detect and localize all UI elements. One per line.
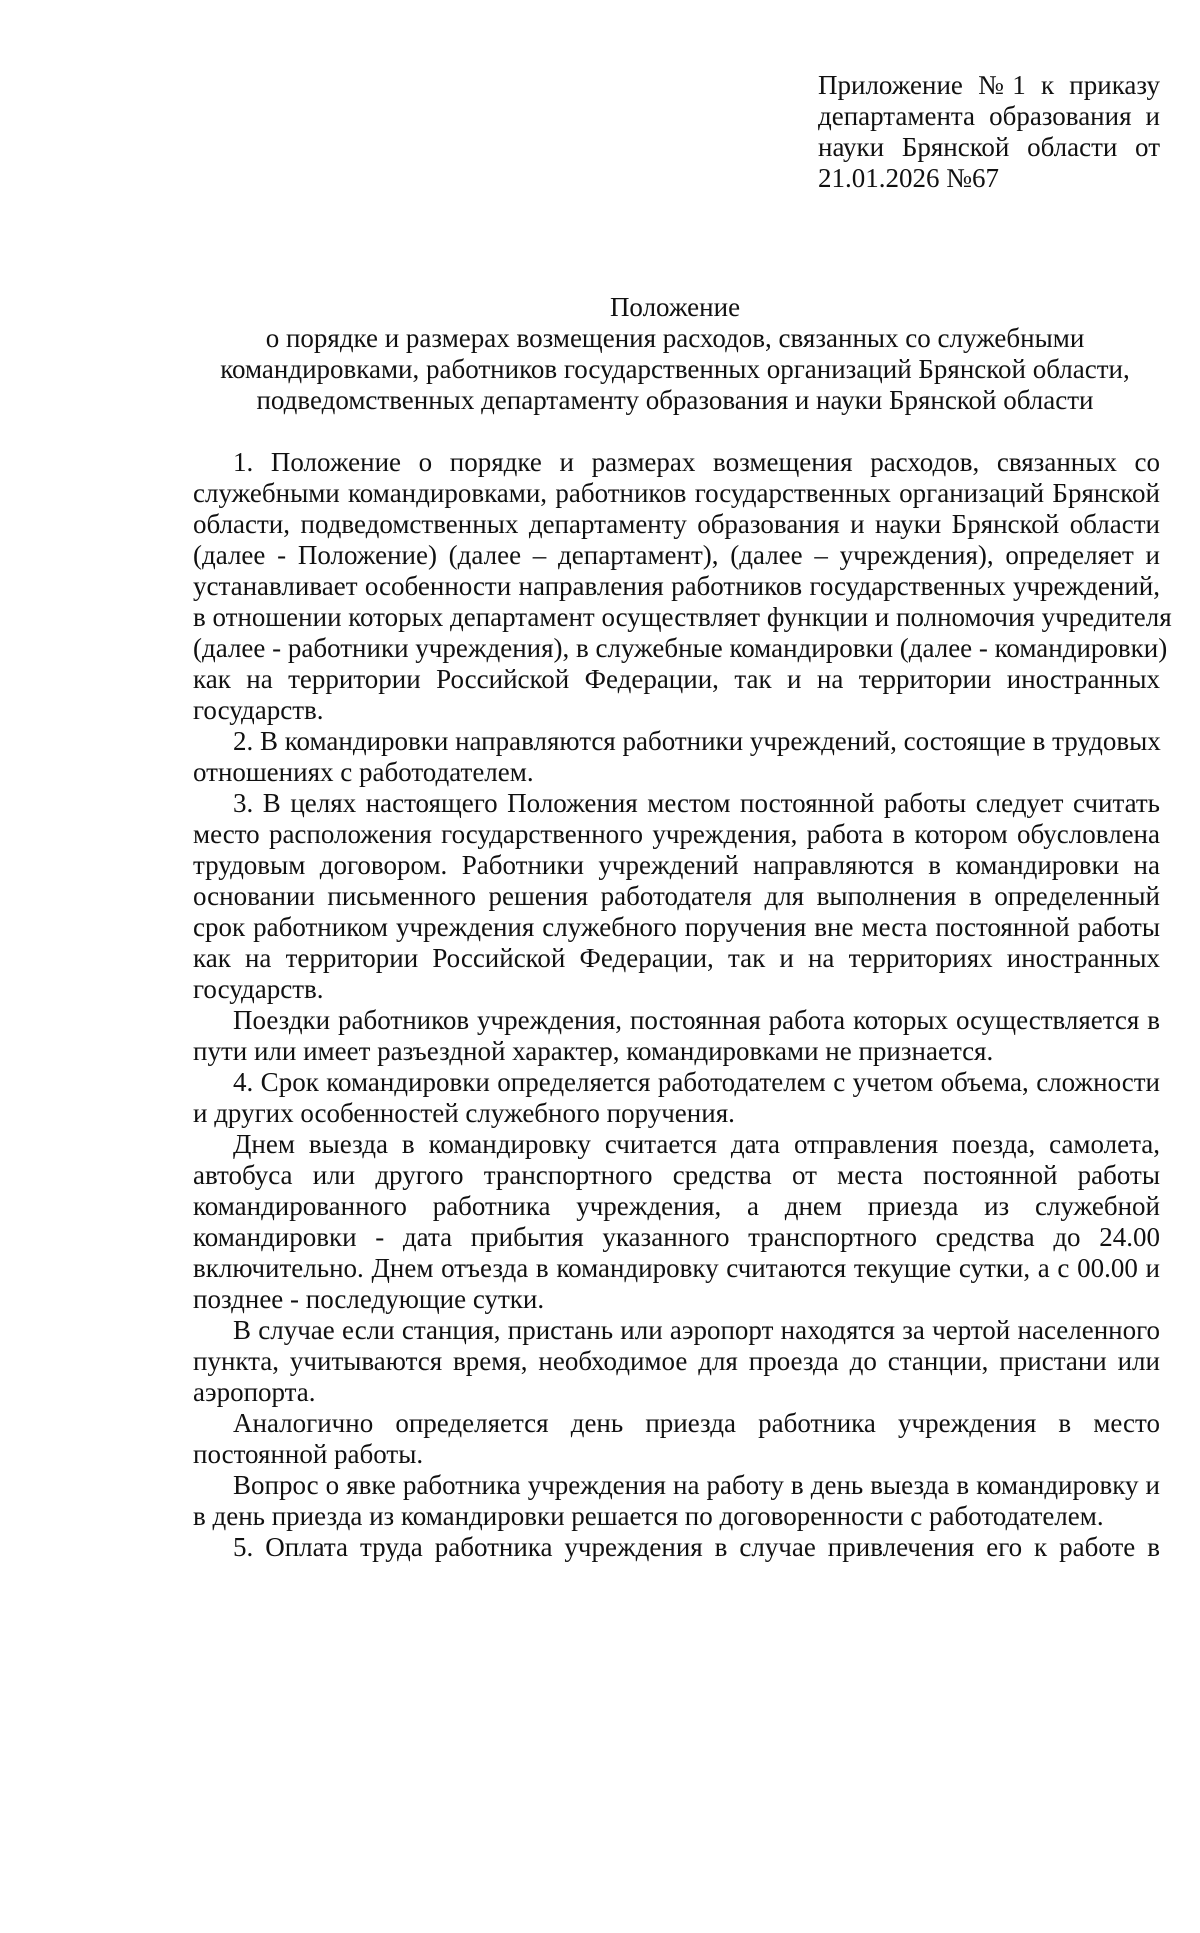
- paragraph: [193, 1067, 1160, 1129]
- paragraph-line: командировки - дата прибытия указанного транспортного средства до 24.00: [193, 1222, 1160, 1252]
- subtitle-line: о порядке и размерах возмещения расходов, связанных со служебными: [265, 323, 1085, 353]
- appendix-line: 21.01.2026 №67: [818, 163, 1000, 193]
- paragraph-line: государств.: [193, 974, 324, 1004]
- paragraph-line: Днем выезда в командировку считается дата отправления поезда, самолета,: [233, 1129, 1160, 1159]
- paragraph-line: Аналогично определяется день приезда работника учреждения в место: [233, 1408, 1160, 1438]
- paragraph-line: командированного работника учреждения, а днем приезда из служебной: [193, 1191, 1160, 1221]
- paragraph-line: место расположения государственного учреждения, работа в котором обусловлена: [193, 819, 1160, 849]
- paragraph-line: позднее - последующие сутки.: [193, 1284, 545, 1314]
- paragraph-line: 3. В целях настоящего Положения местом постоянной работы следует считать: [233, 788, 1160, 818]
- paragraph-line: (далее - работники учреждения), в служебные командировки (далее - командировки): [193, 633, 1168, 663]
- paragraph-line: срок работником учреждения служебного поручения вне места постоянной работы: [193, 912, 1160, 942]
- document-title-block: [190, 292, 1160, 416]
- paragraph: [193, 1408, 1160, 1470]
- paragraph-line: 2. В командировки направляются работники учреждений, состоящие в трудовых: [233, 726, 1161, 756]
- paragraph-line: и других особенностей служебного поручения.: [193, 1098, 735, 1128]
- paragraph: [193, 1532, 1160, 1563]
- paragraph-line: 4. Срок командировки определяется работодателем с учетом объема, сложности: [233, 1067, 1160, 1097]
- appendix-line: науки Брянской области от: [818, 132, 1160, 162]
- paragraph-line: постоянной работы.: [193, 1439, 424, 1469]
- paragraph-line: включительно. Днем отъезда в командировку считаются текущие сутки, а с 00.00 и: [193, 1253, 1160, 1283]
- paragraph-line: В случае если станция, пристань или аэропорт находятся за чертой населенного: [233, 1315, 1160, 1345]
- paragraph: [193, 788, 1160, 1005]
- document-heading: Положение: [609, 292, 741, 322]
- paragraph-line: аэропорта.: [193, 1377, 316, 1407]
- appendix-line: Приложение №1 к приказу: [818, 70, 1160, 100]
- paragraph-line: служебными командировками, работников государственных организаций Брянской: [193, 478, 1160, 508]
- paragraph-line: как на территории Российской Федерации, так и на территориях иностранных: [193, 943, 1160, 973]
- paragraph-line: в отношении которых департамент осуществляет функции и полномочия учредителя: [193, 602, 1172, 632]
- paragraph-line: трудовым договором. Работники учреждений направляются в командировки на: [193, 850, 1160, 880]
- document-body: [193, 447, 1172, 1563]
- paragraph-line: в день приезда из командировки решается по договоренности с работодателем.: [193, 1501, 1104, 1531]
- paragraph-line: отношениях с работодателем.: [193, 757, 534, 787]
- paragraph-line: области, подведомственных департаменту образования и науки Брянской области: [193, 509, 1160, 539]
- paragraph-line: (далее - Положение) (далее – департамент), (далее – учреждения), определяет и: [193, 540, 1160, 570]
- paragraph-line: устанавливает особенности направления работников государственных учреждений,: [193, 571, 1160, 601]
- appendix-note: [818, 70, 1160, 194]
- appendix-line: департамента образования и: [818, 101, 1160, 131]
- paragraph: [193, 1005, 1160, 1067]
- paragraph: [193, 1315, 1160, 1408]
- paragraph-line: Вопрос о явке работника учреждения на работу в день выезда в командировку и: [233, 1470, 1160, 1500]
- subtitle-line: подведомственных департаменту образования и науки Брянской области: [256, 385, 1094, 415]
- paragraph-line: как на территории Российской Федерации, так и на территории иностранных: [193, 664, 1160, 694]
- paragraph-line: пути или имеет разъездной характер, командировками не признается.: [193, 1036, 994, 1066]
- document-subtitle: [190, 323, 1160, 416]
- paragraph-line: 1. Положение о порядке и размерах возмещения расходов, связанных со: [233, 447, 1160, 477]
- paragraph-line: Поездки работников учреждения, постоянная работа которых осуществляется в: [233, 1005, 1160, 1035]
- paragraph-line: автобуса или другого транспортного средства от места постоянной работы: [193, 1160, 1160, 1190]
- paragraph-line: государств.: [193, 695, 324, 725]
- paragraph-line: 5. Оплата труда работника учреждения в случае привлечения его к работе в: [233, 1532, 1160, 1562]
- paragraph-line: пункта, учитываются время, необходимое для проезда до станции, пристани или: [193, 1346, 1160, 1376]
- paragraph: [193, 447, 1172, 726]
- paragraph-line: основании письменного решения работодателя для выполнения в определенный: [193, 881, 1160, 911]
- subtitle-line: командировками, работников государственных организаций Брянской области,: [220, 354, 1130, 384]
- paragraph: [193, 726, 1160, 788]
- paragraph: [193, 1129, 1160, 1315]
- paragraph: [193, 1470, 1160, 1532]
